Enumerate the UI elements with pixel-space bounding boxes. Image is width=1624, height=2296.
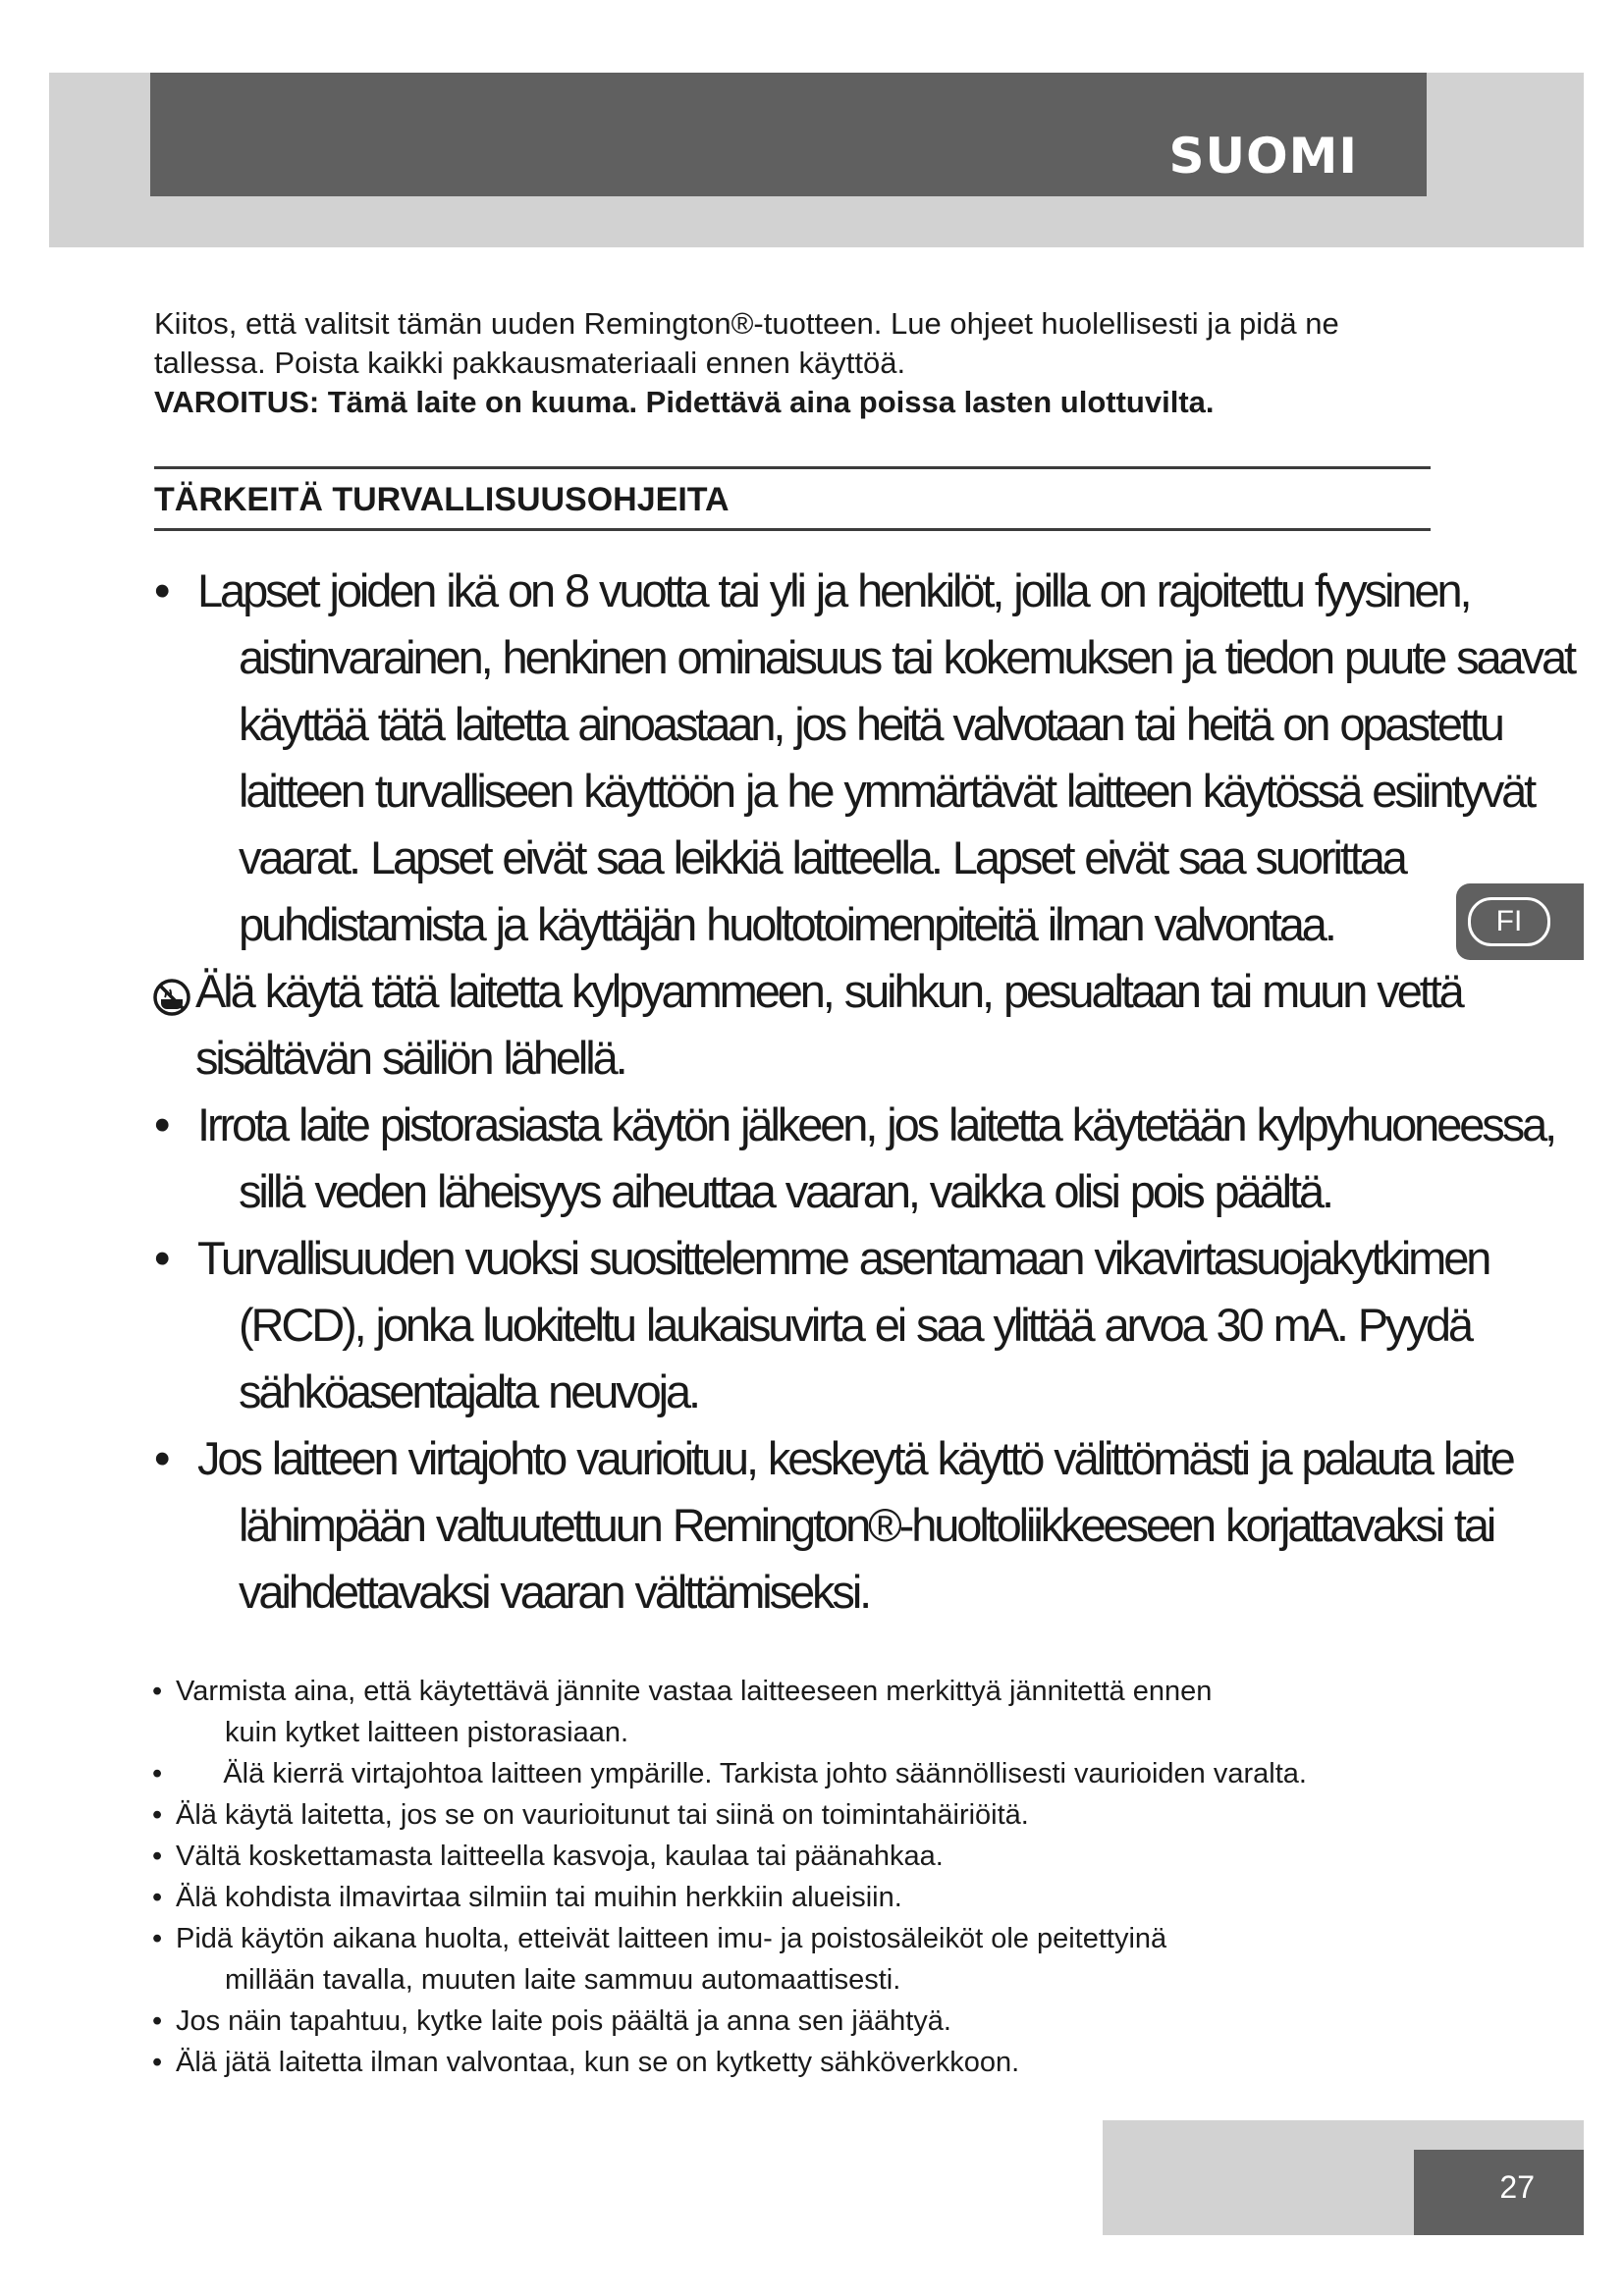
safety-list-small [152, 1671, 1468, 2083]
list-item: • Älä kierrä virtajohtoa laitteen ympärille. Tarkista johto säännöllisesti vaurioiden varalta. [152, 1758, 1307, 1789]
intro-line-1: Kiitos, että valitsit tämän uuden Remington®-tuotteen. Lue ohjeet huolellisesti ja pidä ne [154, 306, 1339, 341]
list-item: • Älä kohdista ilmavirtaa silmiin tai muihin herkkiin alueisiin. [152, 1882, 902, 1913]
language-tab-label: FI [1468, 897, 1550, 946]
list-item: • Jos laitteen virtajohto vaurioituu, keskeytä käyttö välittömästi ja palauta laite lähimpään valtuutettuun Remington®-huoltoliikkeeseen korjattavaksi tai vaihdettavaksi vaaran välttämiseksi. [152, 1425, 1448, 1626]
no-water-bath-icon [152, 958, 195, 1092]
footer-box [1414, 2150, 1584, 2235]
list-item: • Älä jätä laitetta ilman valvontaa, kun se on kytketty sähköverkkoon. [152, 2047, 1020, 2078]
section-rule-bottom [154, 528, 1431, 531]
language-tab [1456, 883, 1584, 960]
list-item: • Jos näin tapahtuu, kytke laite pois päältä ja anna sen jäähtyä. [152, 2005, 951, 2037]
list-item: • Varmista aina, että käytettävä jännite vastaa laitteeseen merkittyä jännitettä ennen kuin kytket laitteen pistorasiaan. [152, 1676, 1213, 1748]
warning-text: VAROITUS: Tämä laite on kuuma. Pidettävä aina poissa lasten ulottuvilta. [154, 385, 1215, 419]
bullet: • [154, 564, 171, 616]
section-rule-top [154, 466, 1431, 469]
page-number: 27 [1499, 2169, 1535, 2205]
intro [154, 304, 1431, 422]
bullet: • [154, 1232, 171, 1284]
intro-line-2: tallessa. Poista kaikki pakkausmateriaali ennen käyttöä. [154, 346, 906, 380]
list-item: • Lapset joiden ikä on 8 vuotta tai yli ja henkilöt, joilla on rajoitettu fyysinen, aistinvarainen, henkinen ominaisuus tai kokemuksen ja tiedon puute saavat käyttää tätä laitetta ainoastaan, jos heitä valvotaan tai heitä on opastettu laitteen turvalliseen käyttöön ja he ymmärtävät laitteen käytössä esiintyvät vaarat. Lapset eivät saa leikkiä laitteella. Lapset eivät saa suorittaa puhdistamista ja käyttäjän huoltotoimenpiteitä ilman valvontaa. [152, 558, 1448, 958]
list-item: Älä käytä tätä laitetta kylpyammeen, suihkun, pesualtaan tai muun vettä sisältävän säiliön lähellä. [152, 958, 1448, 1092]
list-item: • Irrota laite pistorasiasta käytön jälkeen, jos laitetta käytetään kylpyhuoneessa, sillä veden läheisyys aiheuttaa vaaran, vaikka olisi pois päältä. [152, 1092, 1448, 1225]
list-item: • Älä käytä laitetta, jos se on vaurioitunut tai siinä on toimintahäiriöitä. [152, 1799, 1029, 1831]
list-item: • Turvallisuuden vuoksi suosittelemme asentamaan vikavirtasuojakytkimen (RCD), jonka luokiteltu laukaisuvirta ei saa ylittää arvoa 30 mA. Pyydä sähköasentajalta neuvoja. [152, 1225, 1448, 1425]
language-title: SUOMI [1168, 128, 1358, 185]
list-item: • Vältä koskettamasta laitteella kasvoja, kaulaa tai päänahkaa. [152, 1841, 944, 1872]
header-bar [150, 73, 1427, 196]
bullet: • [154, 1432, 171, 1484]
list-item: • Pidä käytön aikana huolta, etteivät laitteen imu- ja poistosäleiköt ole peitettyinä millään tavalla, muuten laite sammuu automaattisesti. [152, 1923, 1167, 1996]
section-title: TÄRKEITÄ TURVALLISUUSOHJEITA [154, 481, 730, 518]
bullet: • [154, 1098, 171, 1150]
